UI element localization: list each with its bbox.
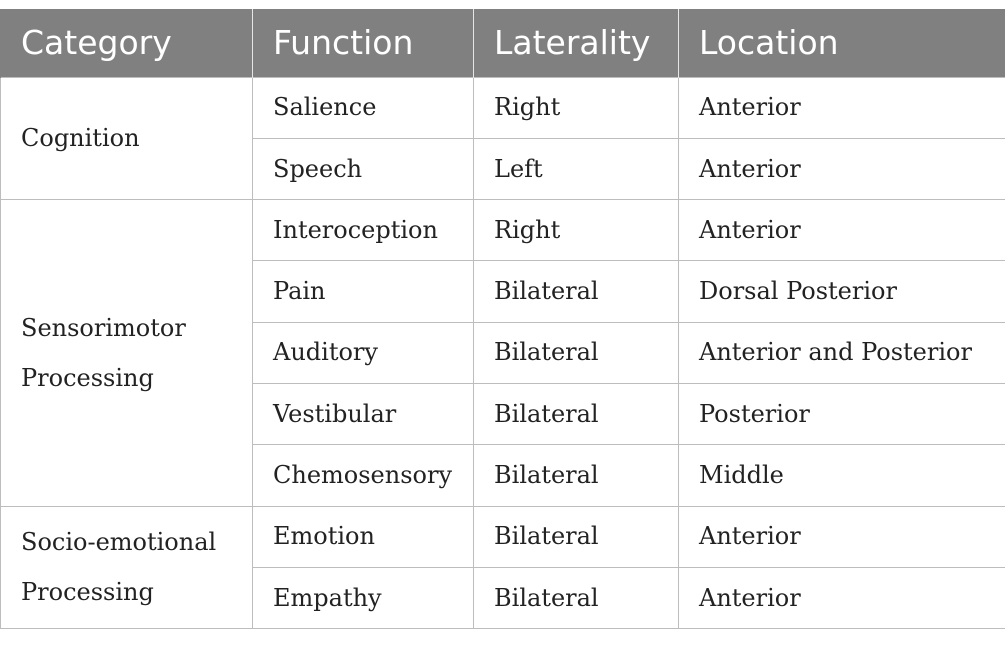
- location-cell: Anterior: [679, 567, 1005, 628]
- function-cell: Speech: [253, 138, 474, 199]
- laterality-cell: Bilateral: [474, 261, 679, 322]
- category-cell: [1, 506, 253, 629]
- laterality-cell: Right: [474, 200, 679, 261]
- header-location: Location: [679, 9, 1005, 77]
- header-function: Function: [253, 9, 474, 77]
- location-cell: Posterior: [679, 383, 1005, 444]
- function-cell: Salience: [253, 77, 474, 138]
- category-cell: [1, 200, 253, 506]
- location-cell: Anterior: [679, 77, 1005, 138]
- category-line: Socio-emotional: [21, 528, 217, 557]
- header-row: [1, 9, 1005, 77]
- table-header: [1, 9, 1005, 77]
- category-line: Cognition: [21, 124, 140, 153]
- header-laterality: Laterality: [474, 9, 679, 77]
- location-cell: Anterior: [679, 506, 1005, 567]
- laterality-cell: Left: [474, 138, 679, 199]
- category-cell: [1, 77, 253, 200]
- location-cell: Dorsal Posterior: [679, 261, 1005, 322]
- location-cell: Anterior: [679, 138, 1005, 199]
- table-row: [1, 77, 1005, 138]
- laterality-cell: Right: [474, 77, 679, 138]
- location-cell: Anterior: [679, 200, 1005, 261]
- category-line: Processing: [21, 363, 154, 392]
- laterality-cell: Bilateral: [474, 322, 679, 383]
- laterality-cell: Bilateral: [474, 445, 679, 506]
- function-cell: Auditory: [253, 322, 474, 383]
- header-category: Category: [1, 9, 253, 77]
- category-line: Processing: [21, 578, 154, 607]
- location-cell: Anterior and Posterior: [679, 322, 1005, 383]
- laterality-cell: Bilateral: [474, 383, 679, 444]
- table-row: [1, 506, 1005, 567]
- laterality-cell: Bilateral: [474, 506, 679, 567]
- laterality-cell: Bilateral: [474, 567, 679, 628]
- table-body: [1, 77, 1005, 629]
- category-line: Sensorimotor: [21, 313, 186, 342]
- function-cell: Interoception: [253, 200, 474, 261]
- function-cell: Empathy: [253, 567, 474, 628]
- insula-function-table: [0, 9, 1005, 629]
- function-cell: Emotion: [253, 506, 474, 567]
- function-cell: Pain: [253, 261, 474, 322]
- function-cell: Chemosensory: [253, 445, 474, 506]
- function-cell: Vestibular: [253, 383, 474, 444]
- location-cell: Middle: [679, 445, 1005, 506]
- table-row: [1, 200, 1005, 261]
